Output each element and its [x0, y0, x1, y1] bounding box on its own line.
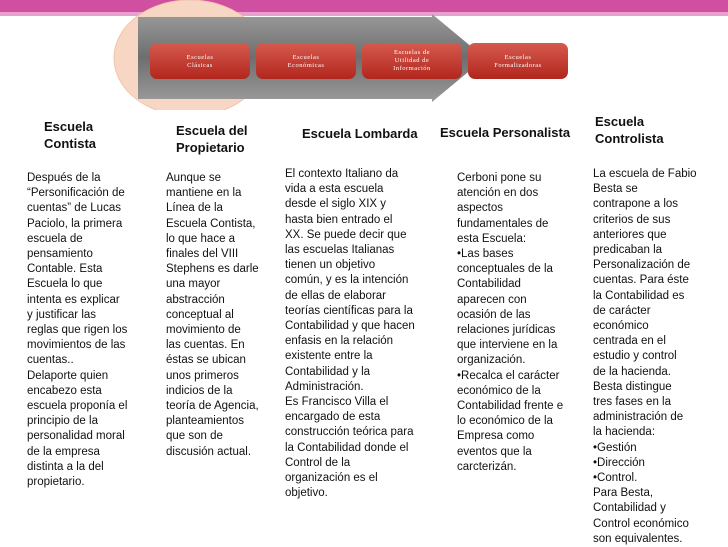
- arrow-box-escuelas-economicas: [256, 43, 356, 79]
- text-escuela-lombarda: El contexto Italiano da vida a esta escuela desde el siglo XIX y hasta bien entrado el XX. Se puede decir que las escuelas Italianas tienen un objetivo común, y es la intención de ellas de elaborar teorías científicas para la Contabilidad y que hacen enfasis en la relación existente entre la Contabilidad y la Administración. Es Francisco Villa el encargado de esta construcción teórica para la Contabilidad donde el Control de la organización es el objetivo.: [285, 168, 415, 500]
- arrow-label-4b: Formalizadoras: [494, 62, 542, 69]
- title-escuela-contista: Escuela Contista: [44, 119, 96, 151]
- arrow-label-3c: Información: [393, 65, 431, 72]
- schools-process-diagram: [0, 0, 728, 110]
- title-escuela-propietario: Escuela del Propietario: [176, 123, 248, 155]
- text-escuela-personalista: Cerboni pone su atención en dos aspectos fundamentales de esta Escuela: •Las bases conceptuales de la Contabilidad aparecen con ocasión de las relaciones jurídicas que interviene en la organización. •Recalca el carácter económico de la Contabilidad frente e lo económico de la Empresa como eventos que la carcterizán.: [457, 172, 564, 473]
- arrow-box-escuelas-clasicas: [150, 43, 250, 79]
- title-escuela-controlista: Escuela Controlista: [595, 114, 664, 146]
- text-escuela-propietario: Aunque se mantiene en la Línea de la Escuela Contista, lo que hace a finales del VIII Stephens es darle una mayor abstracción conceptual al movimiento de las cuentas. En éstas se ubican unos primeros indicios de la teoría de Agencia, planteamientos que son de discusión actual.: [166, 172, 259, 458]
- arrow-label-1b: Clásicas: [187, 62, 213, 69]
- arrow-label-2b: Económicas: [287, 62, 325, 69]
- text-escuela-controlista: La escuela de Fabio Besta se contrapone a los criterios de sus anteriores que predicaban la Personalización de cuentas. Para éste la Contabilidad es de carácter económico centrada en el estudio y control de la hacienda. Besta distingue tres fases en la administración de la hacienda: •Gestión •Dirección •Control. Para Besta, Contabilidad y Control económico son equivalentes.: [593, 168, 697, 545]
- arrow-label-1a: Escuelas: [186, 54, 214, 61]
- arrow-label-3b: Utilidad de: [394, 57, 430, 64]
- title-escuela-personalista: Escuela Personalista: [440, 125, 571, 140]
- title-escuela-lombarda: Escuela Lombarda: [302, 126, 418, 141]
- arrow-label-2a: Escuelas: [292, 54, 320, 61]
- text-escuela-contista: Después de la “Personificación de cuentas” de Lucas Paciolo, la primera escuela de pensamiento Contable. Esta Escuela lo que intenta es explicar y justificar las reglas que rigen los movimientos de las cuentas.. Delaporte quien encabezo esta escuela proponía el principio de la personalidad moral de la empresa distinta a la del propietario.: [27, 172, 128, 489]
- arrow-box-escuelas-formalizadoras: [468, 43, 568, 79]
- arrow-box-escuelas-utilidad-informacion: [362, 43, 462, 79]
- arrow-label-3a: Escuelas de: [393, 49, 431, 56]
- arrow-label-4a: Escuelas: [504, 54, 532, 61]
